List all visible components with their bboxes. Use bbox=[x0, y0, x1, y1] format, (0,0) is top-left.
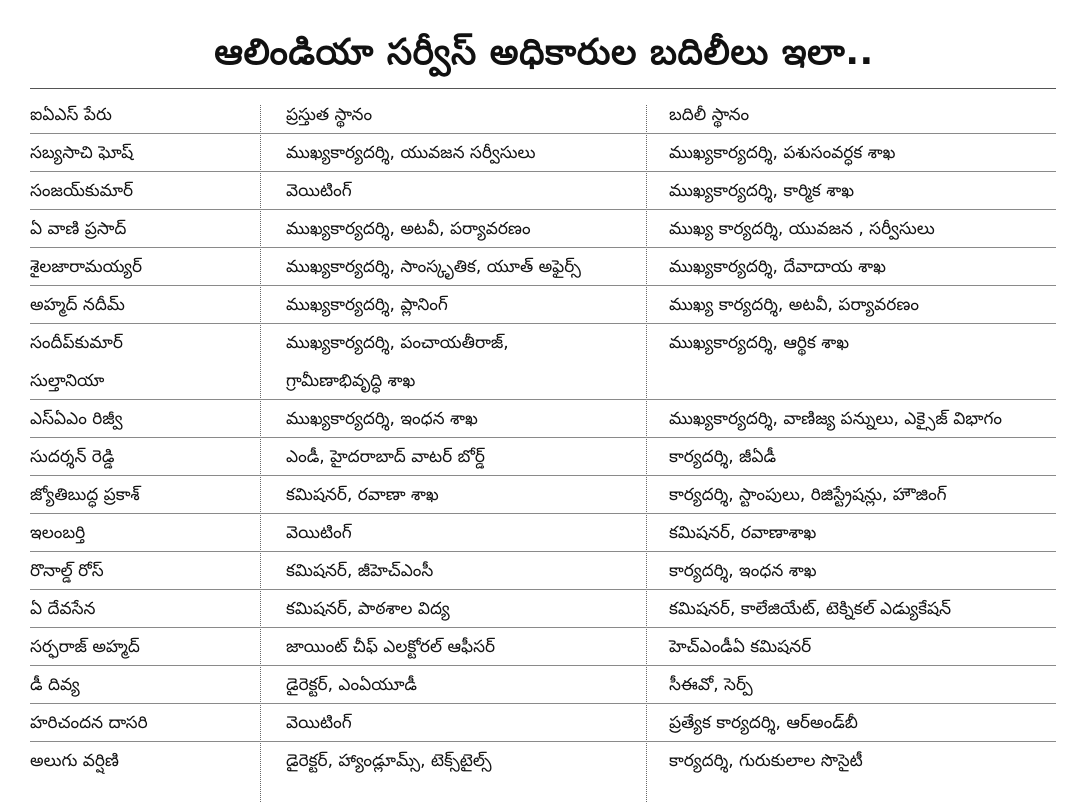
current-post: డైరెక్టర్, ఎంఏయూడీ bbox=[286, 675, 418, 695]
new-post-line bbox=[669, 362, 1056, 399]
officer-name: సర్ఫరాజ్ అహ్మద్ bbox=[30, 637, 140, 657]
new-post: కార్యదర్శి, స్టాంపులు, రిజిస్ట్రేషన్లు, హౌజింగ్ bbox=[669, 485, 947, 505]
new-post: ముఖ్యకార్యదర్శి, కార్మిక శాఖ bbox=[669, 181, 855, 201]
current-post: ముఖ్యకార్యదర్శి, ప్లానింగ్ bbox=[286, 295, 448, 315]
page-title: ఆలిండియా సర్వీస్ అధికారుల బదిలీలు ఇలా.. bbox=[214, 32, 874, 73]
new-post: ముఖ్యకార్యదర్శి, దేవాదాయ శాఖ bbox=[669, 257, 886, 277]
new-post: కార్యదర్శి, ఇంధన శాఖ bbox=[669, 561, 817, 581]
officer-name-line: సందీప్‌కుమార్ bbox=[30, 333, 123, 353]
new-post bbox=[645, 324, 1056, 399]
new-post: కమిషనర్, కాలేజియేట్, టెక్నికల్ ఎడ్యుకేషన్ bbox=[669, 599, 952, 619]
header-new-post: బదిలీ స్థానం bbox=[669, 105, 750, 125]
current-post: జాయింట్ చీఫ్ ఎలక్టోరల్ ఆఫీసర్ bbox=[286, 637, 496, 657]
new-post: ముఖ్యకార్యదర్శి, వాణిజ్య పన్నులు, ఎక్సైజ్ విభాగం bbox=[669, 409, 1003, 429]
officer-name bbox=[30, 324, 260, 399]
table-row bbox=[30, 438, 1056, 476]
current-post: ముఖ్యకార్యదర్శి, సాంస్కృతిక, యూత్ అఫైర్స్ bbox=[286, 257, 581, 277]
header-officer-name: ఐఏఎస్ పేరు bbox=[30, 105, 112, 125]
new-post: ముఖ్యకార్యదర్శి, పశుసంవర్ధక శాఖ bbox=[669, 143, 896, 163]
table-row bbox=[30, 514, 1056, 552]
table-row bbox=[30, 742, 1056, 780]
table-row bbox=[30, 628, 1056, 666]
new-post-line: ముఖ్యకార్యదర్శి, ఆర్థిక శాఖ bbox=[669, 333, 850, 353]
current-post: ముఖ్యకార్యదర్శి, ఇంధన శాఖ bbox=[286, 409, 478, 429]
current-post-line: గ్రామీణాభివృద్ధి శాఖ bbox=[286, 371, 416, 391]
table-row bbox=[30, 324, 1056, 400]
current-post: వెయిటింగ్ bbox=[286, 181, 352, 201]
new-post: ముఖ్య కార్యదర్శి, యువజన , సర్వీసులు bbox=[669, 219, 935, 239]
current-post: ముఖ్యకార్యదర్శి, అటవీ, పర్యావరణం bbox=[286, 219, 531, 239]
table-row bbox=[30, 134, 1056, 172]
table-row bbox=[30, 590, 1056, 628]
officer-name: ఎస్ఏఎం రిజ్వీ bbox=[30, 409, 123, 429]
table-row bbox=[30, 666, 1056, 704]
officer-name: ఇలంబర్తి bbox=[30, 523, 86, 543]
new-post: కమిషనర్, రవాణాశాఖ bbox=[669, 523, 817, 543]
current-post: ఎండీ, హైదరాబాద్ వాటర్ బోర్డ్ bbox=[286, 447, 485, 467]
table-row bbox=[30, 286, 1056, 324]
officer-name: అలుగు వర్షిణి bbox=[30, 751, 119, 771]
current-post bbox=[260, 324, 645, 399]
current-post: కమిషనర్, రవాణా శాఖ bbox=[286, 485, 439, 505]
current-post: కమిషనర్, జీహెచ్ఎంసీ bbox=[286, 561, 434, 581]
current-post: డైరెక్టర్, హ్యాండ్లూమ్స్, టెక్స్‌టైల్స్ bbox=[286, 751, 492, 771]
new-post: సీఈవో, సెర్ప్ bbox=[669, 675, 753, 695]
officer-name: ఏ దేవసేన bbox=[30, 599, 96, 619]
officer-name: రొనాల్డ్ రోస్ bbox=[30, 561, 104, 581]
current-post-line: ముఖ్యకార్యదర్శి, పంచాయతీరాజ్, bbox=[286, 333, 509, 353]
table-row bbox=[30, 400, 1056, 438]
table-row bbox=[30, 704, 1056, 742]
officer-name: సబ్యసాచి ఘోష్ bbox=[30, 143, 134, 163]
officer-name: హరిచందన దాసరి bbox=[30, 713, 148, 733]
transfers-table bbox=[30, 96, 1056, 780]
table-row bbox=[30, 248, 1056, 286]
officer-name: సుదర్శన్ రెడ్డి bbox=[30, 447, 115, 467]
current-post: వెయిటింగ్ bbox=[286, 713, 352, 733]
officer-name: ఏ వాణి ప్రసాద్ bbox=[30, 219, 127, 239]
current-post: ముఖ్యకార్యదర్శి, యువజన సర్వీసులు bbox=[286, 143, 536, 163]
table-row bbox=[30, 476, 1056, 514]
title-divider bbox=[30, 88, 1056, 89]
officer-name: అహ్మద్ నదీమ్ bbox=[30, 295, 125, 315]
officer-name: జ్యోతిబుద్ధ ప్రకాశ్ bbox=[30, 485, 140, 505]
officer-name: డీ దివ్య bbox=[30, 675, 80, 695]
table-row bbox=[30, 552, 1056, 590]
table-header-row bbox=[30, 96, 1056, 134]
current-post: కమిషనర్, పాఠశాల విద్య bbox=[286, 599, 450, 619]
officer-name: సంజయ్‌కుమార్ bbox=[30, 181, 134, 201]
new-post: ప్రత్యేక కార్యదర్శి, ఆర్అండ్‌బీ bbox=[669, 713, 858, 733]
new-post: హెచ్ఎండీఏ కమిషనర్ bbox=[669, 637, 812, 657]
header-current-post: ప్రస్తుత స్థానం bbox=[286, 105, 373, 125]
new-post: ముఖ్య కార్యదర్శి, అటవీ, పర్యావరణం bbox=[669, 295, 919, 315]
table-row bbox=[30, 172, 1056, 210]
table-row bbox=[30, 210, 1056, 248]
officer-name-line: సుల్తానియా bbox=[30, 371, 105, 391]
officer-name: శైలజారామయ్యర్ bbox=[30, 257, 143, 277]
new-post: కార్యదర్శి, గురుకులాల సొసైటీ bbox=[669, 751, 863, 771]
current-post: వెయిటింగ్ bbox=[286, 523, 352, 543]
new-post: కార్యదర్శి, జీఏడీ bbox=[669, 447, 777, 467]
